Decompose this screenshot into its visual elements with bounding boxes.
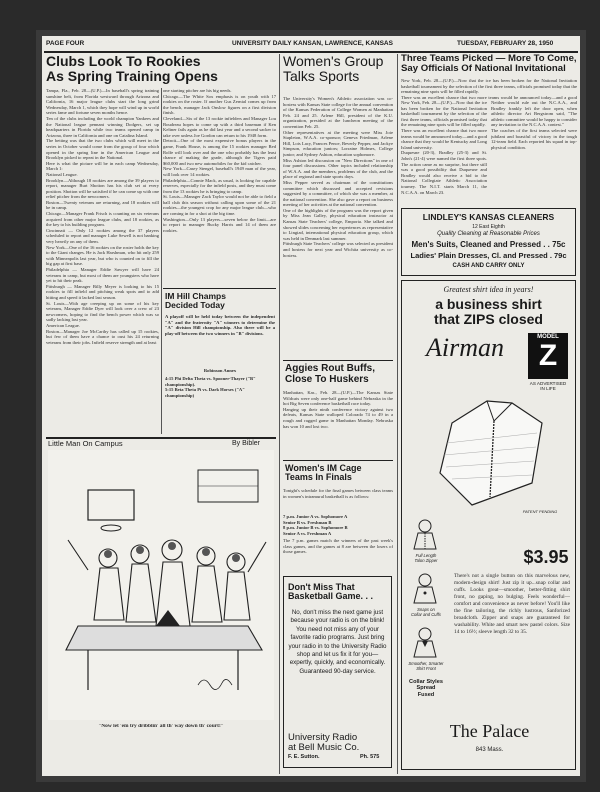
palace-address: 843 Mass. <box>475 747 504 753</box>
shirt-headline: a business shirt that ZIPS closed <box>434 296 543 327</box>
column-rule <box>279 54 280 774</box>
radio-owner: F. E. Sutton. <box>288 754 320 760</box>
cleaners-terms: CASH AND CARRY ONLY <box>452 263 525 269</box>
rookies-column-1: Tampa, Fla., Feb. 28—(U.P.)—In baseball's spring training sunshine belt, from Florida westward through Arizona and California, 16 major league clubs start the long grind Wednesday, March 1, which they hope will wind up in world series fame and fortune seven months hence. Ten of the clubs including the world champion Yankees and the National league pennant winning Dodgers, set up headquarters in Florida while two teams opened camp in Arizona, three in California and one on Catalina Island. The betting was that the two clubs which will meet in the series in October would come from the group of four which opened in the spring line in the American League and Brooklyn picked to repeat in the National. Here is what the picture will be in each camp Wednesday, March 1: National League. Brooklyn—Although 18 rookies are among the 39 players to report, manager Burt Shotton has his club set at every position. Shotton will be satisfied if he can come up with one relief pitcher from the newcomers. Boston—Twenty veterans are returning, and 18 rookies will be in camp. Chicago—Manager Frank Frisch is counting on six veterans acquired from other major league clubs, and 18 rookies, as the key to his building program. Cincinnati — Only 12 rookies among the 37 players scheduled to report and manager Luke Sewell is not banking very heavily on any of them. New York—One of the 16 rookies on the roster holds the key to the Giant changes. He is Jack Harshman, who hit only 259 with Minneapolis last year, but who is counted on to fill the big gap at first base. Philadelphia — Manager Eddie Sawyer will have 24 veterans in camp, but most of them are youngsters who have yet to hit their peak. Pittsburgh — Manager Billy Meyer is looking to his 15 rookies to fill infield and pitching weak spots and to add hitting and speed it lacked last season. St. Louis—With age creeping up on some of his key veterans, Manager Eddie Dyer will look over a crew of 23 newcomers, hoping to find the bench power which was so sadly lacking last year. American League. Boston—Manager Joe McCarthy has called up 15 rookies, but few of them have a chance to oust his 24 returning veterans from their jobs. Infield reserve strength and at least <box>46 88 159 345</box>
shirt-brand: Airman <box>426 333 504 362</box>
hill-champs-headline: IM Hill Champs Decided Today <box>165 291 226 310</box>
im-cage-headline: Women's IM Cage Teams In Finals <box>285 463 362 483</box>
snaps-feature-icon <box>408 571 442 605</box>
cleaners-suits-price: Men's Suits, Cleaned and Pressed . . 75c <box>411 240 566 249</box>
comic-title: Little Man On Campus <box>48 439 123 448</box>
column-rule <box>161 88 162 434</box>
womens-headline: Women's Group Talks Sports <box>283 53 384 84</box>
im-cage-tail: The 7 p.m. games match the winners of the past week's class games, and the games at 8 are between the losers of those games. <box>283 538 393 555</box>
hill-champs-schedule: 4:15 Phi Delta Theta vs. Spooner-Thayer ("B" championship). 5:15 Beta Theta Pi vs. Dark Horses ("A" championship) <box>165 376 256 398</box>
radio-ad-copy: No, don't miss the next game just because your radio is on the blink! You need not miss any of your favorite radio programs. Just bring your radio in to the University Radio shop and let us fix it for you—expertly, quickly, and economically. Guaranteed 90-day service. <box>288 609 387 675</box>
shirt-illustration <box>432 393 552 513</box>
three-teams-column-2: Neither would rule out the N.C.A.A., and Bradley frankly left the door open, when athletic director Art Bergstrom said, "The athletic committee would be happy to consider any invitation to the N.C.A.A. contest." The coaches of the first teams selected were jubilant and boastful of victory in the tough 12-team field. Each reported his squad in top-physical condition. <box>491 100 577 150</box>
palace-store-name: The Palace <box>449 721 530 741</box>
section-rule <box>163 288 276 289</box>
patent-pending: PATENT PENDING <box>522 509 558 514</box>
radio-shop-name: University Radio at Bell Music Co. <box>288 732 360 753</box>
shirt-price: $3.95 <box>523 547 569 567</box>
shirt-front-feature-label: Smoother, Smarter Shirt Front <box>408 661 444 671</box>
shirt-kicker: Greatest shirt idea in years! <box>443 285 534 294</box>
page-number: PAGE FOUR <box>46 40 85 47</box>
hill-champs-body: A playoff will be held today between the independent "A" and the fraternity "A" winners to determine the "A" division Hill championship. Also there will be a play-off between the two winners in "B" divisions. <box>165 314 275 336</box>
cleaners-name: LINDLEY'S KANSAS CLEANERS <box>422 212 555 222</box>
snaps-feature-label: Snaps on Collar and Cuffs <box>410 607 442 617</box>
cleaners-dresses-price: Ladies' Plain Dresses, Cl. and Pressed . 79c <box>410 251 567 260</box>
radio-phone: Ph. 575 <box>360 754 380 760</box>
column-rule <box>397 54 398 774</box>
model-label: MODEL <box>537 334 559 340</box>
paper-name: UNIVERSITY DAILY KANSAN, LAWRENCE, KANSAS <box>232 40 393 47</box>
cleaners-tagline: Quality Cleaning at Reasonable Prices <box>437 231 540 237</box>
model-letter: Z <box>538 339 558 372</box>
cleaners-ad <box>401 208 576 276</box>
collar-styles: Collar Styles Spread Fused <box>409 679 443 698</box>
comic-illustration <box>48 450 274 720</box>
shirt-ad-copy: There's not a single button on this marvelous new, modern-design shirt! Just zip it up...snap collar and cuffs. Looks great—smoother, better-fitting shirt front, no gaping, no bulging. Feels wonderful—comfort and convenience as never before! You'll like the fine tailoring, the richly lustrous, Sanforized broadcloth. Zipper and snaps are guaranteed for washability. White and smart new pastel colors. Size 14 to 16½; sleeve length 32 to 35. <box>454 573 570 635</box>
im-cage-body: Tonight's schedule for the final games between class teams in women's intramural basketball is as follows: <box>283 488 393 499</box>
rookies-column-2: one starting pitcher are his big needs. Chicago—The White Sox emphasis is on youth with 17 rookies on the roster. If another Gus Zernial comes up from the bench, manager Jack Onslow figures on a first division finish. Cleveland—Six of the 13 rookie infielders and Manager Lou Boudreau hopes to come up with a third baseman if Ken Keltner fails again as he did last year and a second sacker to take over unless Joe Gordon can return to his 1948 form. Detroit—One of the most expensive bonus players in the game, Frank House, is among the 15 rookies manager Red Rolfe will look over and the one who probably has the least chance of making the grade, although the Tigers paid $60,000 and two new automobiles for the kid catcher. New York—Casey Stengel, baseball's 1949 man of the year, will look over 14 rookies. Philadelphia—Connie Mack, as usual, is looking for capable reserves, especially for the infield posts, and they must come from the 13 rookies he is bringing to camp. St. Louis—Manager Zack Taylor would not be able to field a ball club this season without calling upon some of the 21 rookies—the youngest crop for any major league club—who are coming in for a shot at the big time. Washington—Only 13 players—seven below the limit—are to report to manager Bucky Harris and 14 of them are rookies. <box>163 88 276 233</box>
hill-champs-location: Robinson Annex <box>203 368 237 373</box>
newspaper-page <box>42 36 580 776</box>
three-teams-lead: New York, Feb. 28—(U.P.)—Now that the ice has been broken for the National Invitation basketball tournament by the selection of the first three teams, officials promised today that the remaining nine spots will be filled rapidly. There was an excellent chance that two more teams would be announced today—and a good <box>401 78 577 100</box>
as-advertised: AS ADVERTISED IN LIFE <box>529 381 567 392</box>
zipper-feature-icon <box>408 517 442 551</box>
im-cage-schedule: 7 p.m. Junior A vs. Sophomore A Senior B vs. Freshman B 8 p.m. Junior B vs. Sophomore B Senior A vs. Freshman A <box>283 514 348 536</box>
radio-ad <box>283 576 392 768</box>
comic-byline: By Bibler <box>232 440 261 447</box>
palace-shirt-ad <box>401 280 576 770</box>
issue-date: TUESDAY, FEBRUARY 28, 1950 <box>457 40 554 47</box>
section-rule <box>283 360 393 361</box>
three-teams-headline: Three Teams Picked — More To Come, Say Officials Of National Invitational <box>401 53 577 75</box>
shirt-front-feature-icon <box>408 625 442 659</box>
zipper-feature-label: Full Length Talon Zipper <box>414 553 438 563</box>
three-teams-column-1: New York, Feb. 28—(U.P.)—Now that the ice has been broken for the National Invitation basketball tournament by the selection of the first three teams, officials promised today that the remaining nine spots will be filled rapidly. There was an excellent chance that two more teams would be announced today—and a good chance that they would be Kentucky and Long Island university. Duquesne (20-3), Bradley (25-3) and St. John's (21-4) were named the first three spots. The action came as no surprise, but there still was a good possibility that Duquesne and Bradley would also receive a bid to the National Collegiate Athletic Association tourney. The N.I.T. starts March 11, the N.C.A.A. on March 23. <box>401 100 487 195</box>
comic-caption: "Now let 'em try dribblin' all th' way down th' court!" <box>98 724 224 729</box>
rookies-headline: Clubs Look To Rookies As Spring Training Opens <box>46 53 218 84</box>
aggies-body: Manhattan, Kas., Feb. 28—(U.P.)—The Kansas State Wildcats were only one-half game behind Nebraska in the hot Big Seven conference basketball race today. Hanging up their ninth conference victory against two defeats, Kansas State walloped Colorado 74 to 49 in a rough and ragged game in Manhattan Monday. Nebraska has won 10 and lost two. <box>283 390 393 429</box>
cleaners-address: 12 East Eighth <box>472 224 505 230</box>
section-rule <box>283 460 393 461</box>
aggies-headline: Aggies Rout Buffs, Close To Huskers <box>285 363 375 385</box>
model-z-badge <box>528 333 568 379</box>
radio-ad-headline: Don't Miss That Basketball Game. . . <box>288 582 374 602</box>
womens-body: The University's Women's Athletic association was co-hostess with Kansas State college for the annual convention of the Kansas Federation of College Women at Manhattan Feb. 24 and 25. Arlene Hill, president of the K.U. organization, presided at the luncheon meeting of the convention Feb. 25. Other representatives at the meeting were Miss Joie Stapleton, W.A.A. co-sponsor; Geneva Friedman, Arlene Hill, Lois Lacy, Frances Pence, Beverly Pepper, and Jackye Simpson, education juniors; Lorraine Holmes, College junior; and Sydney Ashton, education sophomore. Miss Ashton led discussion on "New Directions" in one of four panel discussions. Other topics included relationship of W.A.A. and the members, problems of the club, and the place of regional and state sports days. Miss Pepper served as chairman of the constitutions committee which discussed and accepted revisions suggested by a committee, of which she was a member, at the national convention. She also gave a report on business meeting of her activities at the national convention. One of the highlights of the program was the report given by Miss Jean Galley, physical education instructor at Kansas State Teachers' college, Emporia. She talked and showed slides concerning her experiences as representative to Lingiad, international physical education group, which was held in Denmark last summer. Pittsburgh State Teachers' college was selected as president and hostess for next year and Wichita university as co-hostess. <box>283 96 393 258</box>
